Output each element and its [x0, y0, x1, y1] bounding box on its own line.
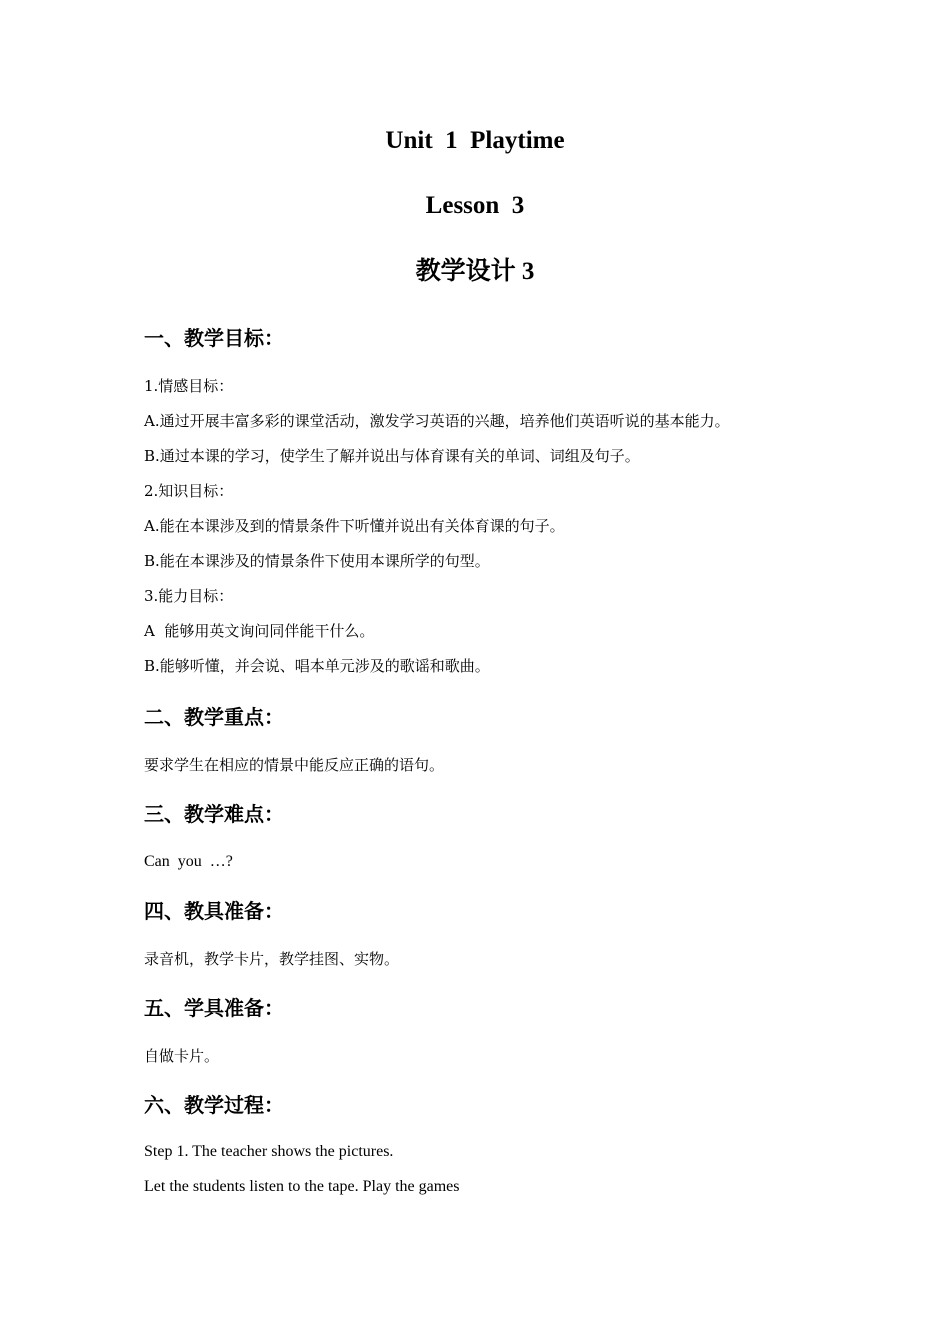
process-line: Step 1. The teacher shows the pictures. [144, 1143, 394, 1160]
learning-aids-text: 自做卡片。 [144, 1047, 220, 1065]
objective-line: 1.情感目标： [144, 377, 234, 395]
objective-line: B.能在本课涉及的情景条件下使用本课所学的句型。 [144, 552, 490, 570]
objective-line: 2.知识目标： [144, 482, 234, 500]
section-heading-objectives: 一、教学目标： [144, 326, 284, 350]
teaching-aids-text: 录音机，教学卡片，教学挂图、实物。 [144, 950, 400, 968]
section-heading-difficulties: 三、教学难点： [144, 802, 284, 826]
section-heading-process: 六、教学过程： [144, 1093, 284, 1117]
objective-line: B.通过本课的学习，使学生了解并说出与体育课有关的单词、词组及句子。 [144, 447, 640, 465]
unit-title: Unit 1 Playtime [385, 127, 565, 154]
objective-line: B.能够听懂，并会说、唱本单元涉及的歌谣和歌曲。 [144, 657, 490, 675]
design-title: 教学设计 3 [415, 258, 535, 285]
section-heading-learning-aids: 五、学具准备： [144, 996, 284, 1020]
objective-line: A.通过开展丰富多彩的课堂活动，激发学习英语的兴趣，培养他们英语听说的基本能力。 [144, 412, 730, 430]
key-points-text: 要求学生在相应的情景中能反应正确的语句。 [144, 756, 445, 774]
difficulties-text: Can you …? [144, 853, 233, 870]
objective-line: A.能在本课涉及到的情景条件下听懂并说出有关体育课的句子。 [144, 517, 565, 535]
objective-line: 3.能力目标： [144, 587, 234, 605]
process-line: Let the students listen to the tape. Play the games [144, 1178, 460, 1195]
objective-line: A 能够用英文询问同伴能干什么。 [144, 622, 375, 640]
section-heading-teaching-aids: 四、教具准备： [144, 899, 284, 923]
section-heading-key-points: 二、教学重点： [144, 705, 284, 729]
lesson-title: Lesson 3 [425, 192, 525, 219]
